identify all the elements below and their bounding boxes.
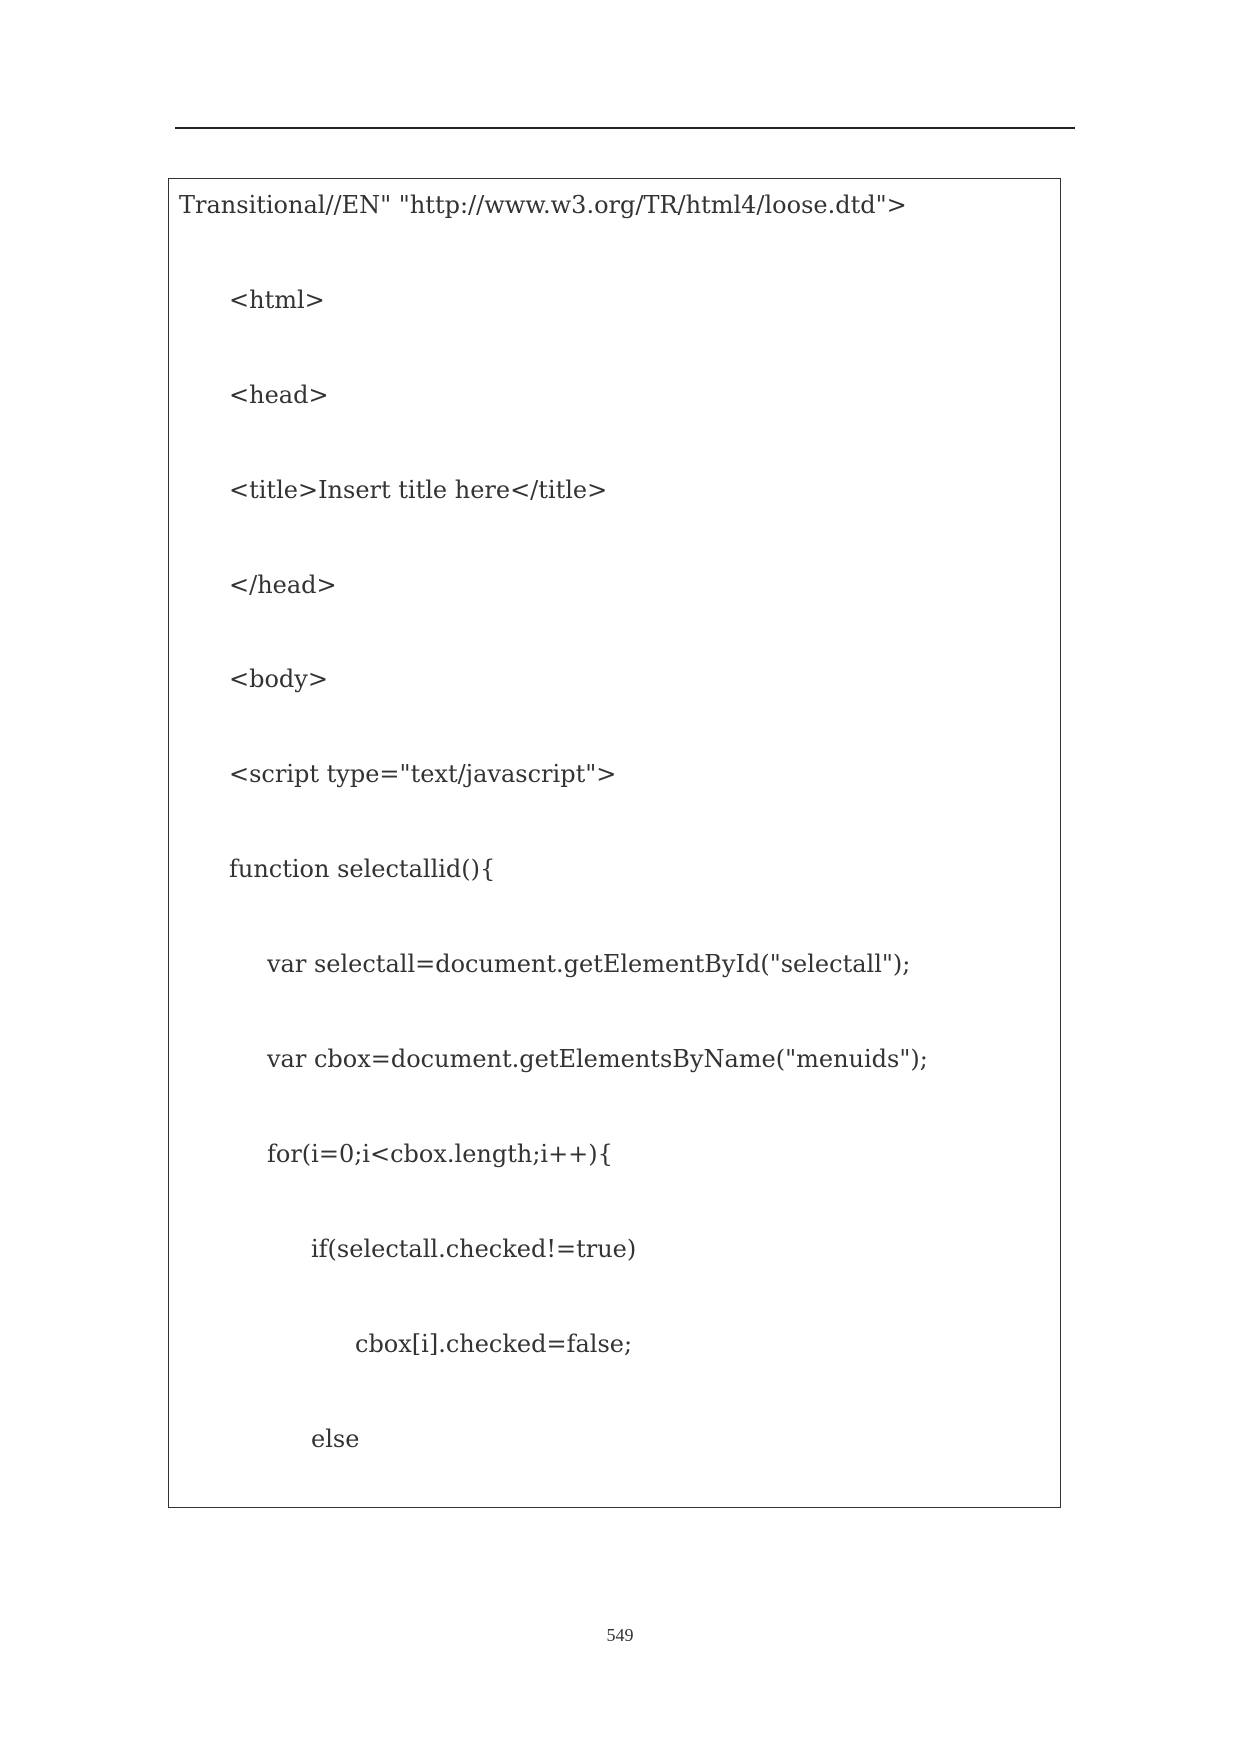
code-line-7: <script type="text/javascript"> <box>229 760 617 788</box>
code-line-13: cbox[i].checked=false; <box>355 1330 633 1358</box>
page-number: 549 <box>606 1625 634 1645</box>
code-line-2: <html> <box>229 286 325 314</box>
code-line-1: Transitional//EN" "http://www.w3.org/TR/html4/loose.dtd"> <box>179 191 907 219</box>
code-line-5: </head> <box>229 571 337 599</box>
code-line-3: <head> <box>229 381 329 409</box>
code-line-14: else <box>311 1425 360 1453</box>
code-line-12: if(selectall.checked!=true) <box>311 1235 637 1263</box>
code-line-11: for(i=0;i<cbox.length;i++){ <box>267 1140 613 1168</box>
code-line-10: var cbox=document.getElementsByName("menuids"); <box>267 1045 928 1073</box>
code-line-9: var selectall=document.getElementById("selectall"); <box>267 950 911 978</box>
code-line-6: <body> <box>229 665 328 693</box>
code-listing-box <box>168 178 1061 1508</box>
code-line-8: function selectallid(){ <box>229 855 496 883</box>
header-rule <box>175 127 1075 129</box>
code-line-4: <title>Insert title here</title> <box>229 476 608 504</box>
